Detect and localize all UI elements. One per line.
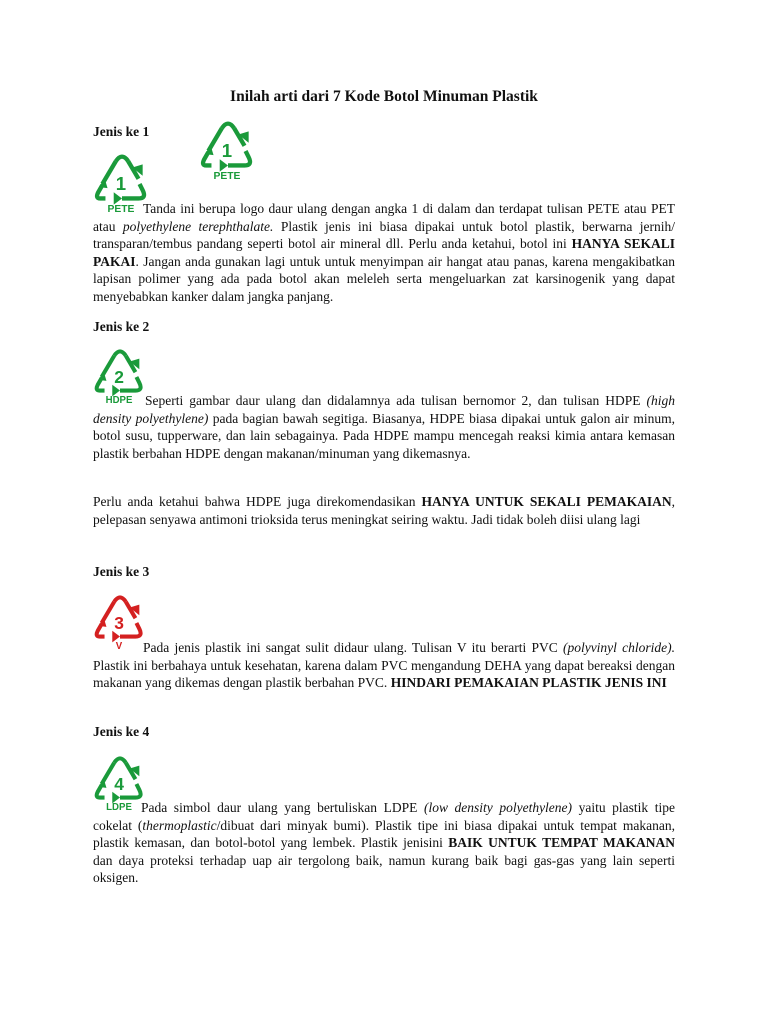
paragraph-text: /dibuat dari minyak bumi). Plastik tipe ini biasa dipakai untuk tempat makanan, plastik kemasan, dan botol-botol yang lembek. Plastik jenisini: [93, 817, 675, 850]
emphasis-text: BAIK UNTUK TEMPAT MAKANAN: [448, 835, 675, 850]
paragraph-text: . Jangan anda gunakan lagi untuk untuk menyimpan air hangat atau panas, karena mengakibatkan lapisan polimer yang ada pada botol akan meleleh serta mengeluarkan zat karsinogenik yang dapat menyebabkan kanker dalam jangka panjang.: [93, 253, 675, 304]
paragraph-text: Perlu anda ketahui bahwa HDPE juga direkomendasikan: [93, 494, 422, 509]
document-title: Inilah arti dari 7 Kode Botol Minuman Plastik: [230, 88, 538, 105]
italic-term: (low density polyethylene): [423, 800, 573, 815]
section-4-paragraph-1: [93, 799, 675, 887]
section-2-paragraph-2: [93, 493, 675, 528]
paragraph-text: dan daya proteksi terhadap uap air tergolong baik, namun kurang baik bagi gas-gas yang lain seperti oksigen.: [93, 852, 675, 885]
paragraph-text: pada bagian bawah segitiga. Biasanya, HDPE biasa dipakai untuk galon air minum, botol susu, tupperware, dan lain sebagainya. Pada HDPE mampu mencegah reaksi kimia antara kemasan plastik berbahan HDPE dengan makanan/minuman yang dikemasnya.: [93, 410, 676, 461]
paragraph-text: , pelepasan senyawa antimoni trioksida terus meningkat seiring waktu. Jadi tidak boleh diisi ulang lagi: [93, 494, 676, 527]
section-heading-4: Jenis ke 4: [93, 724, 150, 739]
section-heading-2: Jenis ke 2: [93, 319, 150, 334]
emphasis-text: HINDARI PEMAKAIAN PLASTIK JENIS INI: [390, 675, 667, 690]
section-1-paragraph-1: [93, 200, 675, 305]
emphasis-text: HANYA UNTUK SEKALI PEMAKAIAN: [421, 494, 672, 509]
italic-term: (polyvinyl chloride).: [562, 640, 675, 655]
recycle-pete-icon: [197, 120, 259, 182]
paragraph-text: Pada simbol daur ulang yang bertuliskan LDPE: [141, 800, 424, 815]
paragraph-text: Seperti gambar daur ulang dan didalamnya ada tulisan bernomor 2, dan tulisan HDPE: [145, 393, 647, 408]
paragraph-text: Plastik ini berbahaya untuk kesehatan, karena dalam PVC mengandung DEHA yang dapat bereaksi dengan makanan yang dikemas dengan plastik berbahan PVC.: [93, 657, 675, 690]
resin-code-label: HDPE: [105, 395, 133, 406]
paragraph-text: Pada jenis plastik ini sangat sulit didaur ulang. Tulisan V itu berarti PVC: [143, 640, 563, 655]
recycle-number: 3: [114, 612, 124, 633]
paragraph-text: Tanda ini berupa logo daur ulang dengan angka 1 di dalam dan terdapat tulisan PETE atau PET atau: [93, 201, 675, 234]
paragraph-text: Plastik jenis ini biasa dipakai untuk botol plastik, berwarna jernih/ transparan/tembus pandang seperti botol air mineral dll. Perlu anda ketahui, botol ini: [93, 218, 675, 251]
recycle-number: 2: [114, 366, 124, 387]
paragraph-text: yaitu plastik tipe cokelat (: [93, 800, 675, 833]
section-heading-3: Jenis ke 3: [93, 564, 150, 579]
resin-code-label: LDPE: [106, 802, 132, 813]
resin-code-label: PETE: [213, 170, 241, 182]
italic-term: (high density polyethylene): [93, 393, 675, 426]
recycle-number: 4: [114, 773, 124, 794]
resin-code-label: V: [115, 641, 123, 652]
section-3-paragraph-1: [93, 639, 675, 692]
resin-code-label: PETE: [107, 203, 135, 215]
recycle-number: 1: [221, 140, 233, 162]
italic-term: polyethylene terephthalate.: [122, 218, 274, 234]
section-heading-1: Jenis ke 1: [93, 124, 150, 139]
section-2-paragraph-1: [93, 392, 675, 462]
emphasis-text: HANYA SEKALI PAKAI: [93, 236, 675, 269]
recycle-number: 1: [115, 173, 127, 195]
italic-term: thermoplastic: [142, 817, 217, 833]
